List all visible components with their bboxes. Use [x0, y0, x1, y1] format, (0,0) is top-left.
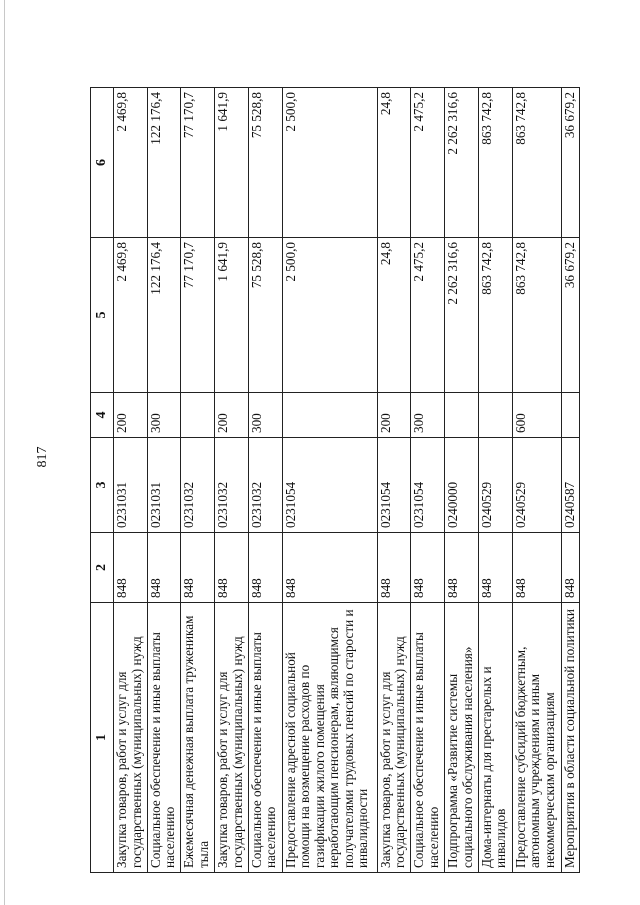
table-row [561, 88, 579, 873]
header-cell: 4 [91, 393, 114, 438]
amount-col6: 1 641,9 [215, 88, 249, 238]
target-article-code: 0240529 [512, 438, 561, 533]
expense-type-code: 300 [248, 393, 282, 438]
header-row [91, 88, 114, 873]
amount-col6: 863 742,8 [478, 88, 512, 238]
page-number-text: 817 [35, 446, 50, 468]
header-cell: 2 [91, 533, 114, 603]
row-name: Социальное обеспечение и иные выплаты населению [411, 603, 445, 873]
expense-type-code: 200 [114, 393, 148, 438]
amount-col5: 2 500,0 [282, 238, 377, 393]
ministry-code: 848 [181, 533, 215, 603]
expense-type-code: 300 [147, 393, 181, 438]
target-article-code: 0231031 [114, 438, 148, 533]
amount-col6: 75 528,8 [248, 88, 282, 238]
amount-col6: 2 469,8 [114, 88, 148, 238]
ministry-code: 848 [445, 533, 479, 603]
table-row [147, 88, 181, 873]
amount-col6: 2 500,0 [282, 88, 377, 238]
amount-col5: 2 475,2 [411, 238, 445, 393]
expense-type-code [181, 393, 215, 438]
amount-col6: 863 742,8 [512, 88, 561, 238]
ministry-code: 848 [248, 533, 282, 603]
row-name: Закупка товаров, работ и услуг для государственных (муниципальных) нужд [114, 603, 148, 873]
target-article-code: 0231054 [282, 438, 377, 533]
table-row [478, 88, 512, 873]
expense-type-code: 200 [215, 393, 249, 438]
row-name: Дома-интернаты для престарелых и инвалидов [478, 603, 512, 873]
amount-col5: 2 262 316,6 [445, 238, 479, 393]
amount-col5: 1 641,9 [215, 238, 249, 393]
ministry-code: 848 [512, 533, 561, 603]
amount-col6: 2 262 316,6 [445, 88, 479, 238]
amount-col6: 122 176,4 [147, 88, 181, 238]
header-cell: 1 [91, 603, 114, 873]
expense-type-code [561, 393, 579, 438]
amount-col5: 863 742,8 [478, 238, 512, 393]
ministry-code: 848 [114, 533, 148, 603]
expense-type-code: 300 [411, 393, 445, 438]
row-name: Предоставление адресной социальной помощи на возмещение расходов по газификации жилого помещения неработающим пенсионерам, являющимся получателями трудовых пенсий по старости и инвалидности [282, 603, 377, 873]
target-article-code: 0240000 [445, 438, 479, 533]
target-article-code: 0231054 [377, 438, 411, 533]
target-article-code: 0231031 [147, 438, 181, 533]
amount-col6: 24,8 [377, 88, 411, 238]
expense-type-code [445, 393, 479, 438]
budget-table-container [90, 88, 580, 873]
amount-col5: 2 469,8 [114, 238, 148, 393]
table-row [181, 88, 215, 873]
row-name: Подпрограмма «Развитие системы социального обслуживания населения» [445, 603, 479, 873]
amount-col5: 75 528,8 [248, 238, 282, 393]
row-name: Закупка товаров, работ и услуг для государственных (муниципальных) нужд [377, 603, 411, 873]
amount-col5: 122 176,4 [147, 238, 181, 393]
amount-col6: 2 475,2 [411, 88, 445, 238]
ministry-code: 848 [377, 533, 411, 603]
table-row [248, 88, 282, 873]
ministry-code: 848 [478, 533, 512, 603]
amount-col6: 77 170,7 [181, 88, 215, 238]
row-name: Закупка товаров, работ и услуг для государственных (муниципальных) нужд [215, 603, 249, 873]
target-article-code: 0240529 [478, 438, 512, 533]
amount-col5: 77 170,7 [181, 238, 215, 393]
ministry-code: 848 [147, 533, 181, 603]
table-row [114, 88, 148, 873]
table-row [445, 88, 479, 873]
header-cell: 3 [91, 438, 114, 533]
amount-col5: 36 679,2 [561, 238, 579, 393]
ministry-code: 848 [282, 533, 377, 603]
table-row [411, 88, 445, 873]
amount-col5: 24,8 [377, 238, 411, 393]
target-article-code: 0231032 [215, 438, 249, 533]
expense-type-code: 200 [377, 393, 411, 438]
target-article-code: 0231054 [411, 438, 445, 533]
row-name: Социальное обеспечение и иные выплаты населению [147, 603, 181, 873]
row-name: Социальное обеспечение и иные выплаты населению [248, 603, 282, 873]
table-row [512, 88, 561, 873]
expense-type-code: 600 [512, 393, 561, 438]
table-row [282, 88, 377, 873]
header-cell: 6 [91, 88, 114, 238]
header-cell: 5 [91, 238, 114, 393]
row-name: Предоставление субсидий бюджетным, автономным учреждениям и иным некоммерческим организациям [512, 603, 561, 873]
amount-col5: 863 742,8 [512, 238, 561, 393]
table-row [377, 88, 411, 873]
page-number [33, 442, 53, 472]
budget-table [90, 87, 580, 873]
table-row [215, 88, 249, 873]
target-article-code: 0240587 [561, 438, 579, 533]
target-article-code: 0231032 [248, 438, 282, 533]
ministry-code: 848 [561, 533, 579, 603]
expense-type-code [282, 393, 377, 438]
scan-edge-line [4, 0, 5, 905]
row-name: Ежемесячная денежная выплата труженикам тыла [181, 603, 215, 873]
expense-type-code [478, 393, 512, 438]
ministry-code: 848 [215, 533, 249, 603]
target-article-code: 0231032 [181, 438, 215, 533]
ministry-code: 848 [411, 533, 445, 603]
row-name: Мероприятия в области социальной политики [561, 603, 579, 873]
amount-col6: 36 679,2 [561, 88, 579, 238]
rotated-table-frame [90, 88, 580, 873]
